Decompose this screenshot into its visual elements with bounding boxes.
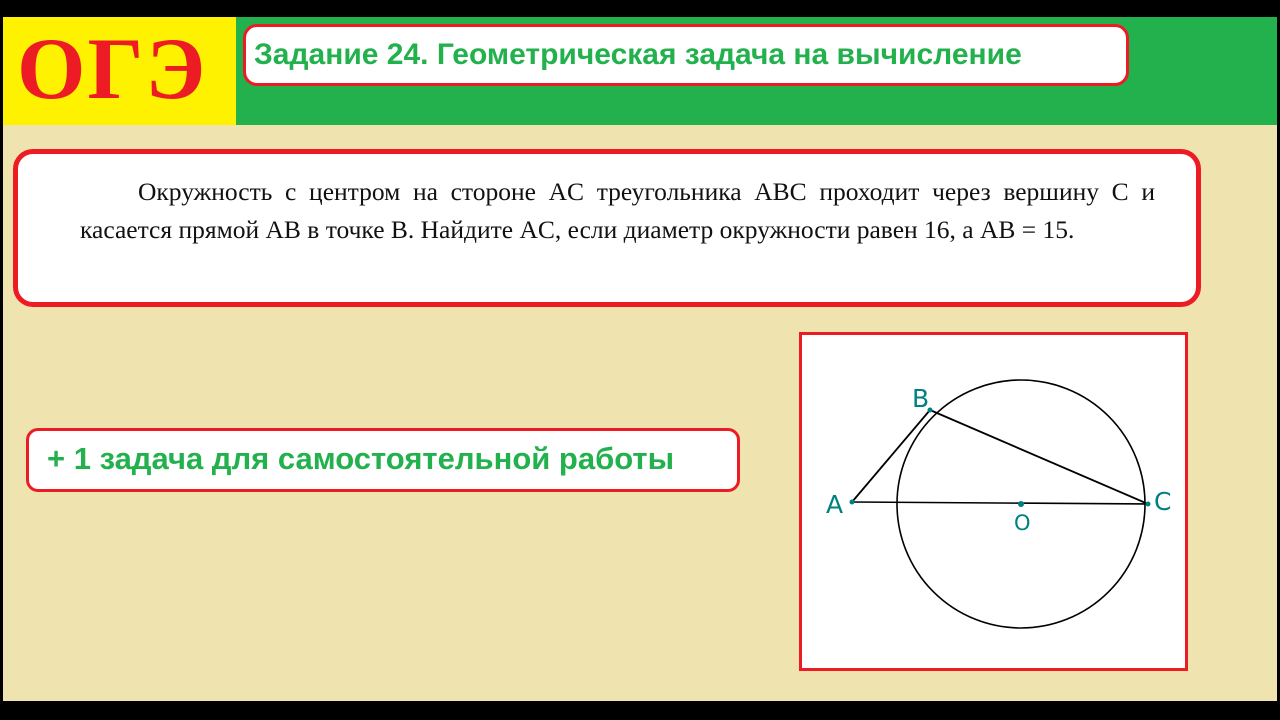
logo-text: ОГЭ	[17, 21, 208, 118]
problem-text: Окружность с центром на стороне AC треугольника ABC проходит через вершину C и касается прямой AB в точке B. Найдите AC, если диаметр окружности равен 16, а AB = 15.	[80, 177, 1155, 244]
label-o: O	[1014, 511, 1031, 535]
point-o	[1018, 501, 1024, 507]
logo-box	[3, 17, 236, 125]
point-c	[1146, 502, 1151, 507]
label-b: B	[912, 384, 930, 413]
point-a	[850, 500, 855, 505]
segment-ab	[852, 410, 930, 502]
extra-task-box	[26, 428, 740, 492]
title-box	[243, 24, 1129, 86]
page-title: Задание 24. Геометрическая задача на вычисление	[254, 38, 1022, 71]
problem-box	[13, 149, 1201, 307]
extra-task-label: + 1 задача для самостоятельной работы	[47, 441, 675, 476]
label-c: C	[1154, 487, 1172, 516]
slide	[3, 17, 1277, 701]
label-a: A	[826, 490, 844, 519]
geometry-figure	[799, 332, 1188, 671]
figure-canvas	[802, 335, 1185, 668]
